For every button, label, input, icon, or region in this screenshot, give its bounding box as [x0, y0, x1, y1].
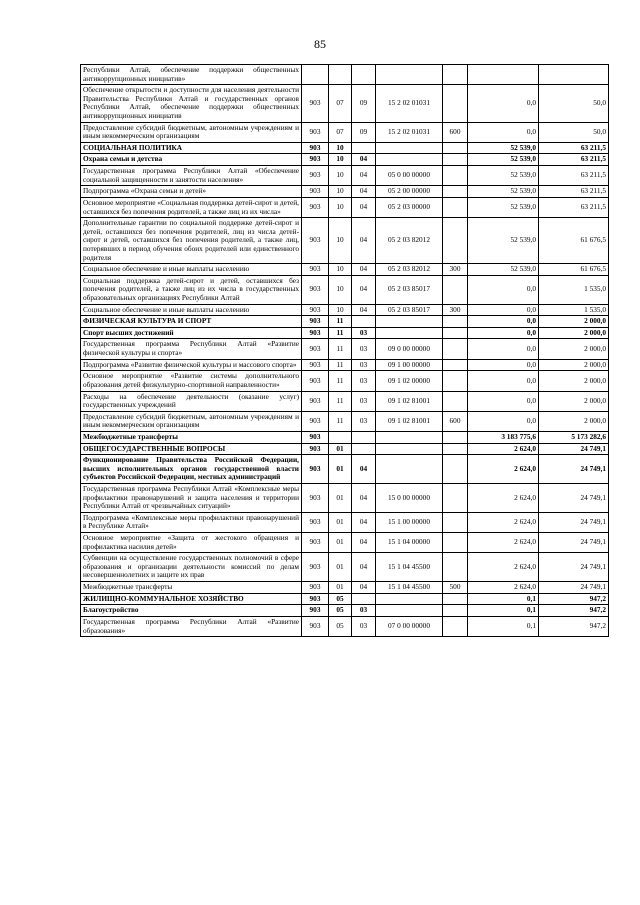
row-subsection-cell: 03 — [352, 411, 376, 431]
row-name-cell: Государственная программа Республики Алтай «Комплексные меры профилактики правонарушений и защита населения и территории Республики Алтай от чрезвычайных ситуаций» — [81, 483, 302, 512]
row-amount-2-cell: 63 211,5 — [539, 154, 609, 166]
row-grbs-cell: 903 — [302, 483, 329, 512]
row-section-cell: 11 — [329, 411, 352, 431]
row-name-cell: Предоставление субсидий бюджетным, автономным учреждениям и иным некоммерческим организациям — [81, 411, 302, 431]
row-amount-2-cell: 1 535,0 — [539, 275, 609, 304]
row-section-cell: 01 — [329, 553, 352, 582]
row-expense-type-cell — [443, 65, 468, 85]
row-section-cell — [329, 431, 352, 443]
row-subsection-cell: 03 — [352, 359, 376, 371]
table-row — [81, 197, 609, 217]
row-subsection-cell: 04 — [352, 553, 376, 582]
row-name-cell: Субвенции на осуществление государственных полномочий в сфере образования и организации деятельности комиссий по делам несовершеннолетних и защите их прав — [81, 553, 302, 582]
row-expense-type-cell — [443, 443, 468, 455]
row-amount-1-cell: 52 539,0 — [468, 218, 539, 264]
row-target-item-cell: 15 1 04 45500 — [376, 553, 443, 582]
row-subsection-cell: 03 — [352, 391, 376, 411]
row-grbs-cell: 903 — [302, 264, 329, 276]
row-section-cell: 05 — [329, 605, 352, 617]
row-subsection-cell — [352, 593, 376, 605]
row-amount-2-cell: 24 749,1 — [539, 512, 609, 532]
row-name-cell: Обеспечение открытости и доступности для населения деятельности Правительства Республики Алтай и государственных органов Республики Алтай, обеспечение поддержки общественных антикоррупционных инициатив — [81, 85, 302, 122]
row-amount-1-cell: 52 539,0 — [468, 154, 539, 166]
row-name-cell: Основное мероприятие «Защита от жестокого обращения и профилактика насилия детей» — [81, 533, 302, 553]
row-expense-type-cell — [443, 605, 468, 617]
row-expense-type-cell — [443, 371, 468, 391]
row-grbs-cell — [302, 65, 329, 85]
row-expense-type-cell — [443, 391, 468, 411]
row-name-cell: ЖИЛИЩНО-КОММУНАЛЬНОЕ ХОЗЯЙСТВО — [81, 593, 302, 605]
row-name-cell: Республики Алтай, обеспечение поддержки общественных антикоррупционных инициатив» — [81, 65, 302, 85]
row-name-cell: Расходы на обеспечение деятельности (оказание услуг) государственных учреждений — [81, 391, 302, 411]
table-row — [81, 553, 609, 582]
row-subsection-cell: 03 — [352, 605, 376, 617]
row-amount-2-cell: 947,2 — [539, 593, 609, 605]
row-name-cell: Межбюджетные трансферты — [81, 431, 302, 443]
row-expense-type-cell: 500 — [443, 582, 468, 594]
row-section-cell: 11 — [329, 327, 352, 339]
row-amount-2-cell: 24 749,1 — [539, 483, 609, 512]
table-row — [81, 218, 609, 264]
row-section-cell: 10 — [329, 142, 352, 154]
row-amount-1-cell: 0,0 — [468, 411, 539, 431]
row-amount-2-cell: 947,2 — [539, 616, 609, 636]
row-target-item-cell — [376, 316, 443, 328]
row-amount-1-cell: 2 624,0 — [468, 483, 539, 512]
row-grbs-cell: 903 — [302, 339, 329, 359]
table-row — [81, 582, 609, 594]
row-subsection-cell: 04 — [352, 197, 376, 217]
row-target-item-cell: 05 0 00 00000 — [376, 166, 443, 186]
row-name-cell: Спорт высших достижений — [81, 327, 302, 339]
row-name-cell: Основное мероприятие «Развитие системы дополнительного образования детей физкультурно-спортивной направленности» — [81, 371, 302, 391]
row-target-item-cell: 05 2 03 85017 — [376, 304, 443, 316]
row-target-item-cell: 15 1 04 00000 — [376, 533, 443, 553]
row-section-cell: 10 — [329, 218, 352, 264]
row-grbs-cell: 903 — [302, 359, 329, 371]
row-expense-type-cell — [443, 142, 468, 154]
row-subsection-cell: 04 — [352, 166, 376, 186]
row-amount-1-cell: 0,1 — [468, 616, 539, 636]
row-amount-1-cell: 52 539,0 — [468, 264, 539, 276]
row-expense-type-cell — [443, 593, 468, 605]
row-amount-1-cell: 0,0 — [468, 85, 539, 122]
row-subsection-cell: 03 — [352, 327, 376, 339]
row-section-cell: 01 — [329, 582, 352, 594]
table-row — [81, 455, 609, 484]
row-amount-1-cell: 2 624,0 — [468, 582, 539, 594]
row-amount-2-cell: 2 000,0 — [539, 316, 609, 328]
row-expense-type-cell — [443, 533, 468, 553]
row-name-cell: Функционирование Правительства Российской Федерации, высших исполнительных органов государственной власти субъектов Российской Федерации, местных администраций — [81, 455, 302, 484]
row-amount-2-cell: 63 211,5 — [539, 197, 609, 217]
row-grbs-cell: 903 — [302, 616, 329, 636]
row-subsection-cell: 04 — [352, 582, 376, 594]
row-name-cell: Основное мероприятие «Социальная поддержка детей-сирот и детей, оставшихся без попечения родителей, а также лиц из их числа» — [81, 197, 302, 217]
row-expense-type-cell — [443, 455, 468, 484]
row-subsection-cell — [352, 316, 376, 328]
row-amount-1-cell — [468, 65, 539, 85]
row-amount-1-cell: 2 624,0 — [468, 443, 539, 455]
row-grbs-cell: 903 — [302, 431, 329, 443]
table-row — [81, 411, 609, 431]
row-expense-type-cell — [443, 327, 468, 339]
row-expense-type-cell — [443, 275, 468, 304]
row-grbs-cell: 903 — [302, 275, 329, 304]
row-name-cell: Подпрограмма «Развитие физической культуры и массового спорта» — [81, 359, 302, 371]
row-target-item-cell: 15 2 02 01031 — [376, 85, 443, 122]
row-subsection-cell: 04 — [352, 275, 376, 304]
row-name-cell: Подпрограмма «Комплексные меры профилактики правонарушений в Республике Алтай» — [81, 512, 302, 532]
table-row — [81, 339, 609, 359]
row-name-cell: ФИЗИЧЕСКАЯ КУЛЬТУРА И СПОРТ — [81, 316, 302, 328]
row-target-item-cell — [376, 455, 443, 484]
row-section-cell: 01 — [329, 443, 352, 455]
row-amount-1-cell: 0,1 — [468, 605, 539, 617]
row-target-item-cell — [376, 593, 443, 605]
row-section-cell: 11 — [329, 371, 352, 391]
table-row — [81, 65, 609, 85]
row-grbs-cell: 903 — [302, 533, 329, 553]
row-target-item-cell — [376, 65, 443, 85]
row-amount-1-cell: 52 539,0 — [468, 142, 539, 154]
row-grbs-cell: 903 — [302, 218, 329, 264]
row-subsection-cell: 03 — [352, 371, 376, 391]
table-row — [81, 616, 609, 636]
row-grbs-cell: 903 — [302, 122, 329, 142]
table-row — [81, 264, 609, 276]
table-row — [81, 359, 609, 371]
row-section-cell: 10 — [329, 186, 352, 198]
row-grbs-cell: 903 — [302, 391, 329, 411]
table-row — [81, 304, 609, 316]
row-section-cell: 01 — [329, 455, 352, 484]
row-name-cell: Предоставление субсидий бюджетным, автономным учреждениям и иным некоммерческим организациям — [81, 122, 302, 142]
row-name-cell: ОБЩЕГОСУДАРСТВЕННЫЕ ВОПРОСЫ — [81, 443, 302, 455]
row-subsection-cell — [352, 431, 376, 443]
table-row — [81, 593, 609, 605]
row-amount-1-cell: 52 539,0 — [468, 186, 539, 198]
row-expense-type-cell — [443, 553, 468, 582]
row-expense-type-cell — [443, 166, 468, 186]
row-amount-2-cell: 947,2 — [539, 605, 609, 617]
row-amount-1-cell: 3 183 775,6 — [468, 431, 539, 443]
row-subsection-cell: 03 — [352, 616, 376, 636]
row-amount-1-cell: 0,0 — [468, 122, 539, 142]
row-amount-1-cell: 2 624,0 — [468, 512, 539, 532]
row-name-cell: Дополнительные гарантии по социальной поддержке детей-сирот и детей, оставшихся без попечения родителей, лиц из числа детей-сирот и детей, оставшихся без попечения родителей, а также лиц, потерявших в период обучения обоих родителей или единственного родителя — [81, 218, 302, 264]
row-target-item-cell: 09 1 02 81001 — [376, 391, 443, 411]
table-row — [81, 166, 609, 186]
row-amount-2-cell: 50,0 — [539, 85, 609, 122]
row-target-item-cell: 05 2 00 00000 — [376, 186, 443, 198]
row-target-item-cell: 15 2 02 01031 — [376, 122, 443, 142]
row-grbs-cell: 903 — [302, 593, 329, 605]
row-amount-2-cell: 61 676,5 — [539, 264, 609, 276]
row-amount-2-cell: 2 000,0 — [539, 339, 609, 359]
table-row — [81, 512, 609, 532]
budget-table-body — [81, 65, 609, 637]
row-amount-2-cell: 24 749,1 — [539, 582, 609, 594]
table-row — [81, 154, 609, 166]
row-target-item-cell — [376, 142, 443, 154]
row-subsection-cell — [352, 65, 376, 85]
row-grbs-cell: 903 — [302, 166, 329, 186]
row-amount-2-cell: 63 211,5 — [539, 186, 609, 198]
table-row — [81, 431, 609, 443]
row-expense-type-cell — [443, 197, 468, 217]
row-section-cell: 11 — [329, 316, 352, 328]
row-grbs-cell: 903 — [302, 316, 329, 328]
row-expense-type-cell — [443, 431, 468, 443]
row-amount-2-cell: 2 000,0 — [539, 327, 609, 339]
row-amount-1-cell: 0,0 — [468, 391, 539, 411]
row-grbs-cell: 903 — [302, 512, 329, 532]
row-amount-1-cell: 0,0 — [468, 316, 539, 328]
row-amount-2-cell: 63 211,5 — [539, 166, 609, 186]
row-amount-2-cell: 1 535,0 — [539, 304, 609, 316]
row-section-cell: 10 — [329, 166, 352, 186]
table-row — [81, 327, 609, 339]
row-subsection-cell: 04 — [352, 304, 376, 316]
row-amount-1-cell: 52 539,0 — [468, 166, 539, 186]
row-expense-type-cell — [443, 218, 468, 264]
row-amount-2-cell: 2 000,0 — [539, 411, 609, 431]
row-name-cell: СОЦИАЛЬНАЯ ПОЛИТИКА — [81, 142, 302, 154]
table-row — [81, 605, 609, 617]
row-target-item-cell — [376, 605, 443, 617]
row-amount-2-cell: 63 211,5 — [539, 142, 609, 154]
row-section-cell: 10 — [329, 264, 352, 276]
row-subsection-cell: 04 — [352, 186, 376, 198]
table-row — [81, 443, 609, 455]
row-name-cell: Государственная программа Республики Алтай «Обеспечение социальной защищенности и занятости населения» — [81, 166, 302, 186]
row-section-cell: 07 — [329, 122, 352, 142]
row-amount-2-cell: 2 000,0 — [539, 371, 609, 391]
row-grbs-cell: 903 — [302, 455, 329, 484]
row-grbs-cell: 903 — [302, 186, 329, 198]
row-amount-2-cell: 24 749,1 — [539, 443, 609, 455]
row-grbs-cell: 903 — [302, 605, 329, 617]
row-expense-type-cell: 300 — [443, 304, 468, 316]
row-subsection-cell: 04 — [352, 512, 376, 532]
row-name-cell: Благоустройство — [81, 605, 302, 617]
row-amount-1-cell: 0,0 — [468, 371, 539, 391]
row-section-cell: 10 — [329, 154, 352, 166]
row-amount-2-cell: 24 749,1 — [539, 553, 609, 582]
row-grbs-cell: 903 — [302, 411, 329, 431]
row-amount-2-cell: 5 173 282,6 — [539, 431, 609, 443]
row-grbs-cell: 903 — [302, 327, 329, 339]
table-row — [81, 371, 609, 391]
row-section-cell: 11 — [329, 391, 352, 411]
table-row — [81, 186, 609, 198]
row-target-item-cell: 05 2 03 00000 — [376, 197, 443, 217]
row-grbs-cell: 903 — [302, 154, 329, 166]
table-row — [81, 483, 609, 512]
row-target-item-cell: 05 2 03 85017 — [376, 275, 443, 304]
row-grbs-cell: 903 — [302, 443, 329, 455]
row-grbs-cell: 903 — [302, 371, 329, 391]
row-grbs-cell: 903 — [302, 142, 329, 154]
row-target-item-cell — [376, 431, 443, 443]
row-section-cell: 05 — [329, 616, 352, 636]
row-section-cell: 07 — [329, 85, 352, 122]
row-amount-1-cell: 0,1 — [468, 593, 539, 605]
row-expense-type-cell — [443, 616, 468, 636]
table-row — [81, 275, 609, 304]
row-amount-1-cell: 0,0 — [468, 327, 539, 339]
row-amount-1-cell: 0,0 — [468, 339, 539, 359]
row-target-item-cell: 15 1 00 00000 — [376, 512, 443, 532]
row-name-cell: Социальная поддержка детей-сирот и детей, оставшихся без попечения родителей, а также лиц из их числа в государственных образовательных организациях Республики Алтай — [81, 275, 302, 304]
row-subsection-cell: 09 — [352, 122, 376, 142]
row-amount-1-cell: 0,0 — [468, 304, 539, 316]
row-section-cell: 01 — [329, 483, 352, 512]
row-expense-type-cell: 600 — [443, 122, 468, 142]
row-amount-2-cell — [539, 65, 609, 85]
table-row — [81, 122, 609, 142]
row-subsection-cell: 04 — [352, 483, 376, 512]
row-subsection-cell — [352, 142, 376, 154]
row-amount-2-cell: 24 749,1 — [539, 455, 609, 484]
row-subsection-cell: 04 — [352, 455, 376, 484]
table-row — [81, 391, 609, 411]
row-amount-1-cell: 52 539,0 — [468, 197, 539, 217]
row-subsection-cell: 03 — [352, 339, 376, 359]
row-subsection-cell: 04 — [352, 264, 376, 276]
row-name-cell: Подпрограмма «Охрана семьи и детей» — [81, 186, 302, 198]
row-name-cell: Государственная программа Республики Алтай «Развитие образования» — [81, 616, 302, 636]
row-target-item-cell: 09 1 00 00000 — [376, 359, 443, 371]
row-section-cell: 11 — [329, 339, 352, 359]
row-expense-type-cell — [443, 316, 468, 328]
row-expense-type-cell: 300 — [443, 264, 468, 276]
row-section-cell: 01 — [329, 512, 352, 532]
row-amount-2-cell: 2 000,0 — [539, 391, 609, 411]
row-subsection-cell: 04 — [352, 218, 376, 264]
row-grbs-cell: 903 — [302, 197, 329, 217]
row-expense-type-cell — [443, 512, 468, 532]
row-target-item-cell: 09 1 02 81001 — [376, 411, 443, 431]
table-row — [81, 142, 609, 154]
row-expense-type-cell — [443, 483, 468, 512]
row-target-item-cell — [376, 154, 443, 166]
budget-table — [80, 64, 609, 637]
table-row — [81, 533, 609, 553]
row-amount-1-cell: 0,0 — [468, 359, 539, 371]
row-expense-type-cell: 600 — [443, 411, 468, 431]
row-amount-2-cell: 50,0 — [539, 122, 609, 142]
row-section-cell: 05 — [329, 593, 352, 605]
row-expense-type-cell — [443, 85, 468, 122]
row-section-cell: 10 — [329, 275, 352, 304]
row-expense-type-cell — [443, 154, 468, 166]
row-section-cell — [329, 65, 352, 85]
row-amount-1-cell: 2 624,0 — [468, 533, 539, 553]
row-grbs-cell: 903 — [302, 582, 329, 594]
row-subsection-cell: 04 — [352, 533, 376, 553]
row-expense-type-cell — [443, 359, 468, 371]
row-name-cell: Социальное обеспечение и иные выплаты населению — [81, 304, 302, 316]
table-row — [81, 85, 609, 122]
row-target-item-cell: 15 1 04 45500 — [376, 582, 443, 594]
row-section-cell: 01 — [329, 533, 352, 553]
row-expense-type-cell — [443, 186, 468, 198]
row-section-cell: 10 — [329, 197, 352, 217]
row-name-cell: Государственная программа Республики Алтай «Развитие физической культуры и спорта» — [81, 339, 302, 359]
row-amount-1-cell: 2 624,0 — [468, 455, 539, 484]
row-target-item-cell: 15 0 00 00000 — [376, 483, 443, 512]
row-name-cell: Межбюджетные трансферты — [81, 582, 302, 594]
row-name-cell: Охрана семьи и детства — [81, 154, 302, 166]
row-amount-2-cell: 2 000,0 — [539, 359, 609, 371]
row-target-item-cell — [376, 327, 443, 339]
row-target-item-cell: 05 2 03 82012 — [376, 264, 443, 276]
row-section-cell: 11 — [329, 359, 352, 371]
row-target-item-cell: 07 0 00 00000 — [376, 616, 443, 636]
row-section-cell: 10 — [329, 304, 352, 316]
row-subsection-cell: 04 — [352, 154, 376, 166]
page-number: 85 — [314, 37, 326, 51]
row-grbs-cell: 903 — [302, 304, 329, 316]
row-amount-2-cell: 24 749,1 — [539, 533, 609, 553]
row-target-item-cell — [376, 443, 443, 455]
row-amount-2-cell: 61 676,5 — [539, 218, 609, 264]
row-subsection-cell: 09 — [352, 85, 376, 122]
row-subsection-cell — [352, 443, 376, 455]
row-name-cell: Социальное обеспечение и иные выплаты населению — [81, 264, 302, 276]
row-target-item-cell: 09 0 00 00000 — [376, 339, 443, 359]
row-grbs-cell: 903 — [302, 85, 329, 122]
row-expense-type-cell — [443, 339, 468, 359]
row-target-item-cell: 09 1 02 00000 — [376, 371, 443, 391]
row-amount-1-cell: 0,0 — [468, 275, 539, 304]
table-row — [81, 316, 609, 328]
row-amount-1-cell: 2 624,0 — [468, 553, 539, 582]
row-grbs-cell: 903 — [302, 553, 329, 582]
row-target-item-cell: 05 2 03 82012 — [376, 218, 443, 264]
